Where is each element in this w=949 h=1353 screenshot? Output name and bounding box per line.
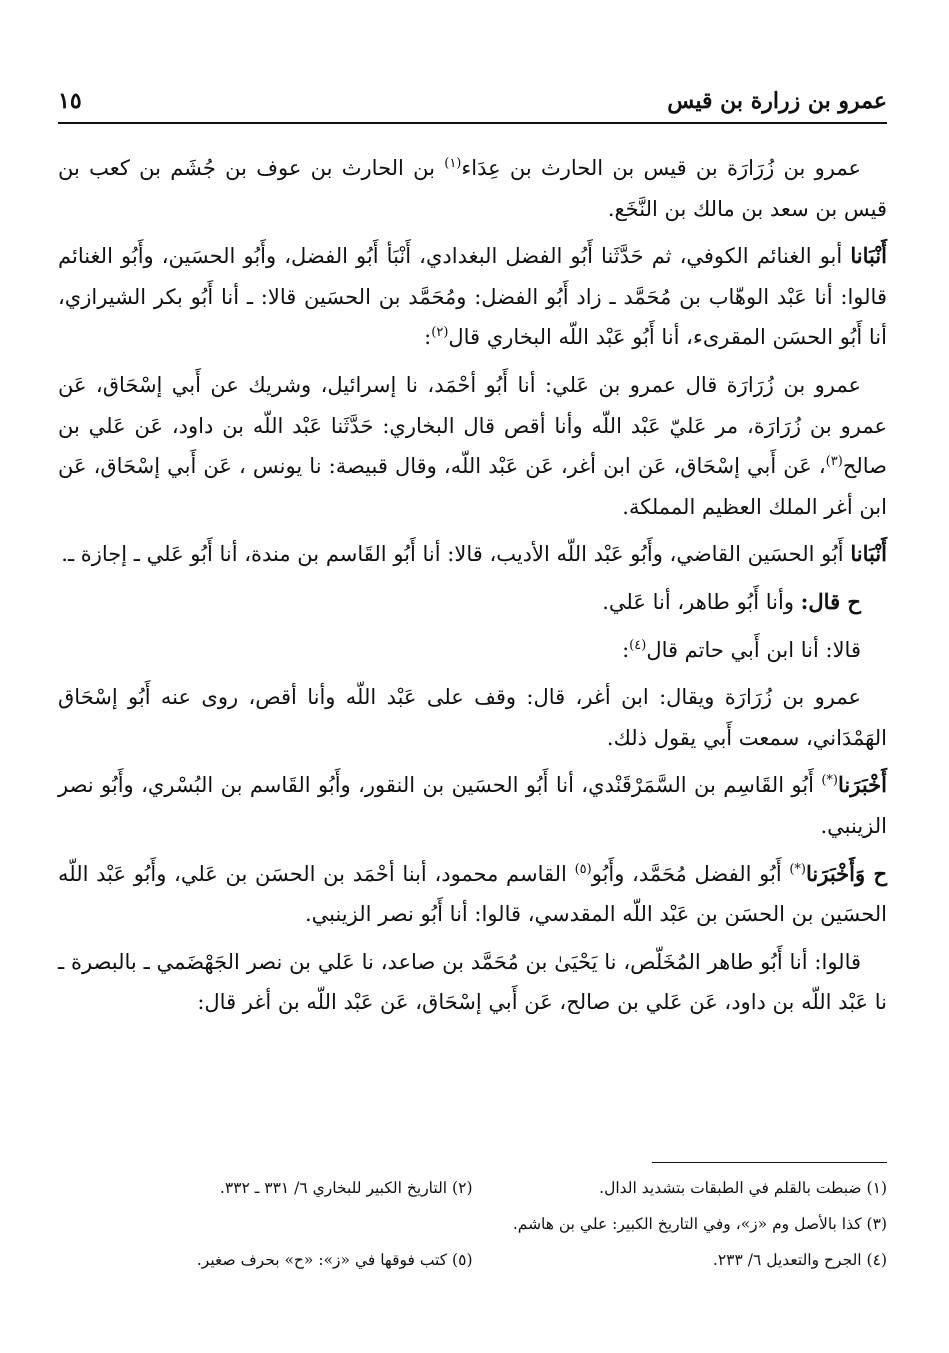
paragraph [58,630,887,671]
text-segment: بن الحارث بن عوف بن جُشَم بن كعب بن قيس بن سعد بن مالك بن النَّخَع. [58,156,887,221]
footnote-number: (٥) [452,1251,473,1269]
text-segment: : [622,637,630,662]
isnad-keyword: أَخْبَرَنا [838,772,887,798]
paragraph [58,534,887,575]
footnote-ref: (٤) [629,637,647,653]
footnote-text: التاريخ الكبير للبخاري ٦/ ٣٣١ ـ ٣٣٢. [219,1179,448,1197]
text-segment: عمرو بن زُرَارَة قال عمرو بن عَلي: أنا أَبُو أحْمَد، نا إسرائيل، وشريك عن أَبي إسْحَاق، عَن عمرو بن زُرَارَة، مر عَليّ عَبْد اللّه وأنا أقص قال البخاري: حَدَّثَنا عَبْد اللّه بن داود، عَن عَلي بن صالح [58,372,887,479]
footnote-ref: (٢) [431,325,449,341]
footnote-number: (٢) [452,1179,473,1197]
footnote-3 [58,1206,887,1242]
isnad-keyword: ح وَأَخْبَرَنا [806,860,887,886]
footnote-ref: (*) [821,773,839,789]
text-segment: أبو الغنائم الكوفي، ثم حَدَّثَنا أَبُو الفضل البغدادي، أَنْبَأ أَبُو الفضل، وأَبُو الحسَين، وأَبُو الغنائم قالوا: أنا عَبْد الوهّاب بن مُحَمَّد ـ زاد أَبُو الفضل: ومُحَمَّد بن الحسَين قالا: ـ أنا أَبُو بكر الشيرازي، أنا أَبُو الحسَن المقرىء، أنا أَبُو عَبْد اللّه البخاري قال [58,244,887,350]
paragraph [58,677,887,758]
footnote-text: كذا بالأصل وم «ز»، وفي التاريخ الكبير: علي بن هاشم. [512,1215,862,1233]
isnad-keyword: أَنْبَانا [850,243,887,269]
text-segment: عمرو بن زُرَارَة ويقال: ابن أغر، قال: وقف على عَبْد اللّه وأنا أقص، روى عنه أَبُو إسْحَاق الهَمْدَاني، سمعت أَبي يقول ذلك. [58,685,887,750]
paragraph [58,942,887,1023]
footnote-row-1 [58,1170,887,1206]
footnote-text: كتب فوقها في «ز»: «ح» بحرف صغير. [196,1251,448,1269]
footnote-number: (٤) [866,1251,887,1269]
text-segment: أَبُو الحسَين القاضي، وأَبُو عَبْد اللّه الأديب، قالا: أنا أَبُو القَاسم بن مندة، أنا أَبُو عَلي ـ إجازة ـ. [61,542,851,567]
text-segment: أَبُو الفضل مُحَمَّد، وأَبُو [591,861,790,886]
paragraph [58,854,887,935]
text-segment: وأنا أَبُو طاهر، أنا عَلي. [602,589,801,614]
isnad-keyword: أَنْبَانا [850,541,887,567]
footnote-ref: (٣) [825,454,843,470]
page-number: ١٥ [58,88,82,114]
paragraph [58,148,887,229]
text-segment: قالوا: أنا أَبُو طاهر المُخَلّص، نا يَحْيَىٰ بن مُحَمَّد بن صاعد، نا عَلي بن نصر الجَهْضَمي ـ بالبصرة ـ نا عَبْد اللّه بن داود، عَن عَلي بن صالح، عَن أَبي إسْحَاق، عَن عَبْد اللّه بن أغر قال: [58,949,887,1015]
footnote-1 [473,1170,888,1206]
paragraph [58,365,887,527]
footnote-text: ضبطت بالقلم في الطبقات بتشديد الدال. [599,1179,862,1197]
body-text [58,148,887,1030]
text-segment: القاسم محمود، أبنا أحْمَد بن الحسَن بن عَلي، وأَبُو عَبْد اللّه الحسَين بن الحسَن بن عَبْد اللّه المقدسي، قالوا: أنا أَبُو نصر الزينبي. [58,861,887,927]
footnote-number: (١) [866,1179,887,1197]
footnote-row-3 [58,1242,887,1278]
footnote-ref: (*) [789,861,806,877]
text-segment: أَبُو القَاسِم بن السَّمَرْقَنْدي، أنا أَبُو الحسَين بن النقور، وأَبُو القَاسم بن البُسْري، وأَبُو نصر الزينبي. [58,773,887,838]
footnote-5 [58,1242,473,1278]
footnote-2 [58,1170,473,1206]
paragraph [58,236,887,358]
isnad-keyword: ح قال: [800,588,861,614]
text-segment: عمرو بن زُرَارَة بن قيس بن الحارث بن عِدَاء [461,156,861,180]
footnote-4 [473,1242,888,1278]
paragraph [58,765,887,846]
footnote-number: (٣) [866,1215,887,1233]
running-title: عمرو بن زرارة بن قيس [667,88,887,114]
footnote-text: الجرح والتعديل ٦/ ٢٣٣. [712,1251,862,1269]
text-segment: قالا: أنا ابن أَبي حاتم قال [646,637,861,662]
text-segment: : [424,325,432,350]
footnotes [58,1170,887,1278]
footnote-rule [652,1162,887,1163]
footnote-ref: (٥) [574,861,592,877]
text-segment: ، عَن أَبي إسْحَاق، عَن ابن أغر، عَن عَبْد اللّه، وقال قبيصة: نا يونس ، عَن أَبي إسْحَاق، عَن ابن أغر الملك العظيم المملكة. [58,454,887,519]
running-header [58,88,887,124]
footnote-ref: (١) [444,156,462,171]
paragraph [58,582,887,623]
